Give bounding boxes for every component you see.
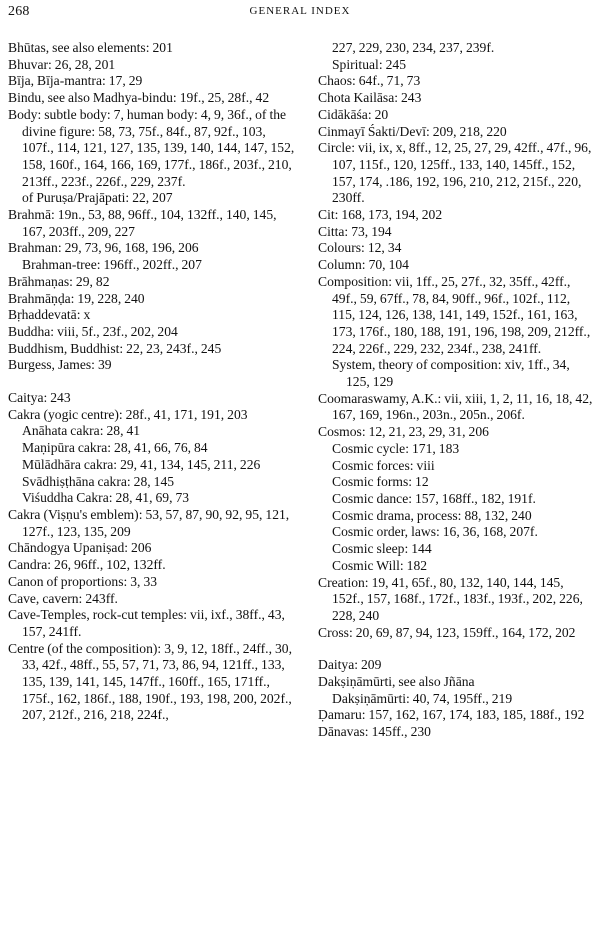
index-subentry: Svādhiṣṭhāna cakra: 28, 145 <box>22 473 175 489</box>
index-entry: Canon of proportions: 3, 33 <box>8 573 158 589</box>
index-subentry: Anāhata cakra: 28, 41 <box>22 423 141 439</box>
index-entry: Buddhism, Buddhist: 22, 23, 243f., 245 <box>8 340 222 356</box>
page-number: 268 <box>8 4 30 19</box>
index-entry: Ḍamaru: 157, 162, 167, 174, 183, 185, 188f., 192 <box>318 707 585 723</box>
index-entry: Brahmā: 19n., 53, 88, 96ff., 104, 132ff., 140, 145, 167, 203ff., 209, 227 <box>8 207 277 239</box>
index-subentry: Cosmic forms: 12 <box>332 474 429 490</box>
index-entry: Chāndogya Upaniṣad: 206 <box>8 540 152 556</box>
index-subentry: Cosmic sleep: 144 <box>332 541 432 557</box>
index-entry: Coomaraswamy, A.K.: vii, xiii, 1, 2, 11, 16, 18, 42, 167, 169, 196n., 203n., 205n., 206f. <box>318 390 593 423</box>
index-entry-continuation: 227, 229, 230, 234, 237, 239f. <box>332 40 495 55</box>
index-subentry: Cosmic drama, process: 88, 132, 240 <box>332 507 532 523</box>
index-entry: Chota Kailāsa: 243 <box>318 90 422 106</box>
index-subentry: Cosmic forces: viii <box>332 457 435 473</box>
index-entry: Colours: 12, 34 <box>318 240 402 256</box>
index-entry: Caitya: 243 <box>8 390 71 406</box>
index-column-left <box>8 40 300 724</box>
index-entry: Bhūtas, see also elements: 201 <box>8 40 173 55</box>
index-entry: Citta: 73, 194 <box>318 223 392 239</box>
index-entry: Daitya: 209 <box>318 657 382 673</box>
index-subentry: Cosmic order, laws: 16, 36, 168, 207f. <box>332 524 538 540</box>
index-entry: Buddha: viii, 5f., 23f., 202, 204 <box>8 323 178 339</box>
index-entry: Composition: vii, 1ff., 25, 27f., 32, 35ff., 42ff., 49f., 59, 67ff., 78, 84, 90ff., 96f., 102f., 112, 115, 124, 126, 138, 141, 149, 152f., 161, 163, 173, 176f., 180, 188, 191, 196, 198, 209, 212ff., 224, 226f., 229, 232, 234f., 238, 241ff. <box>318 273 591 356</box>
index-entry: Brāhmaṇas: 29, 82 <box>8 273 110 289</box>
index-entry: Brahmāṇḍa: 19, 228, 240 <box>8 290 145 306</box>
letter-group-gap <box>8 374 300 390</box>
index-entry: Body: subtle body: 7, human body: 4, 9, 36f., of the divine figure: 58, 73, 75f., 84f., 87, 92f., 103, 107f., 114, 121, 127, 135, 139, 140, 144, 147, 152, 158, 160f., 164, 166, 169, 177f., 186f., 203f., 210, 213ff., 223f., 226f., 229, 237f. <box>8 106 295 189</box>
index-entry: Chaos: 64f., 71, 73 <box>318 73 421 89</box>
index-entry: Circle: vii, ix, x, 8ff., 12, 25, 27, 29, 42ff., 47f., 96, 107, 115f., 120, 125ff., 133, 140, 145ff., 152, 157, 174, .186, 192, 196, 210, 212, 215f., 220, 230ff. <box>318 140 592 206</box>
index-entry: Candra: 26, 96ff., 102, 132ff. <box>8 557 166 573</box>
index-entry: Cosmos: 12, 21, 23, 29, 31, 206 <box>318 424 489 440</box>
index-subentry: Cosmic Will: 182 <box>332 557 428 573</box>
index-entry: Bṛhaddevatā: x <box>8 307 91 323</box>
index-entry: Cakra (yogic centre): 28f., 41, 171, 191, 203 <box>8 406 248 422</box>
index-subentry: Brahman-tree: 196ff., 202ff., 207 <box>22 257 202 273</box>
index-entry: Cinmayī Śakti/Devī: 209, 218, 220 <box>318 123 507 139</box>
index-entry: Cross: 20, 69, 87, 94, 123, 159ff., 164, 172, 202 <box>318 624 576 640</box>
index-entry: Dakṣiṇāmūrti, see also Jñāna <box>318 674 475 690</box>
index-entry: Bīja, Bīja-mantra: 17, 29 <box>8 73 143 89</box>
index-entry: Creation: 19, 41, 65f., 80, 132, 140, 144, 145, 152f., 157, 168f., 172f., 183f., 193f., 202, 226, 228, 240 <box>318 574 583 623</box>
index-subentry: Viśuddha Cakra: 28, 41, 69, 73 <box>22 490 190 506</box>
running-head: GENERAL INDEX <box>249 5 351 17</box>
index-subentry: Spiritual: 245 <box>332 56 406 72</box>
index-subentry: System, theory of composition: xiv, 1ff., 34, 125, 129 <box>332 357 570 390</box>
index-entry: Dānavas: 145ff., 230 <box>318 724 431 740</box>
index-entry: Column: 70, 104 <box>318 257 409 273</box>
index-entry: Cit: 168, 173, 194, 202 <box>318 207 443 223</box>
index-entry: Cakra (Viṣṇu's emblem): 53, 57, 87, 90, 92, 95, 121, 127f., 123, 135, 209 <box>8 506 290 539</box>
index-entry: Cidākāśa: 20 <box>318 106 389 122</box>
index-subentry: Maṇipūra cakra: 28, 41, 66, 76, 84 <box>22 440 208 456</box>
index-subentry: Mūlādhāra cakra: 29, 41, 134, 145, 211, 226 <box>22 456 261 472</box>
index-subentry: Cosmic dance: 157, 168ff., 182, 191f. <box>332 490 536 506</box>
index-entry: Centre (of the composition): 3, 9, 12, 18ff., 24ff., 30, 33, 42f., 48ff., 55, 57, 71, 73, 86, 94, 121ff., 133, 135, 139, 141, 145, 147ff., 160ff., 165, 171ff., 175f., 162, 186f., 188, 190f., 193, 198, 200, 202f., 207, 212f., 216, 218, 224f., <box>8 640 292 723</box>
index-subentry: of Puruṣa/Prajāpati: 22, 207 <box>22 190 173 206</box>
index-column-right <box>318 40 594 741</box>
index-entry: Burgess, James: 39 <box>8 357 112 373</box>
index-subentry: Dakṣiṇāmūrti: 40, 74, 195ff., 219 <box>332 690 513 706</box>
index-entry: Cave, cavern: 243ff. <box>8 590 118 606</box>
index-entry: Bhuvar: 26, 28, 201 <box>8 56 116 72</box>
index-entry: Brahman: 29, 73, 96, 168, 196, 206 <box>8 240 199 256</box>
index-subentry: Cosmic cycle: 171, 183 <box>332 440 460 456</box>
index-entry: Bindu, see also Madhya-bindu: 19f., 25, 28f., 42 <box>8 90 270 106</box>
letter-group-gap <box>318 641 594 657</box>
index-entry: Cave-Temples, rock-cut temples: vii, ixf., 38ff., 43, 157, 241ff. <box>8 607 285 639</box>
